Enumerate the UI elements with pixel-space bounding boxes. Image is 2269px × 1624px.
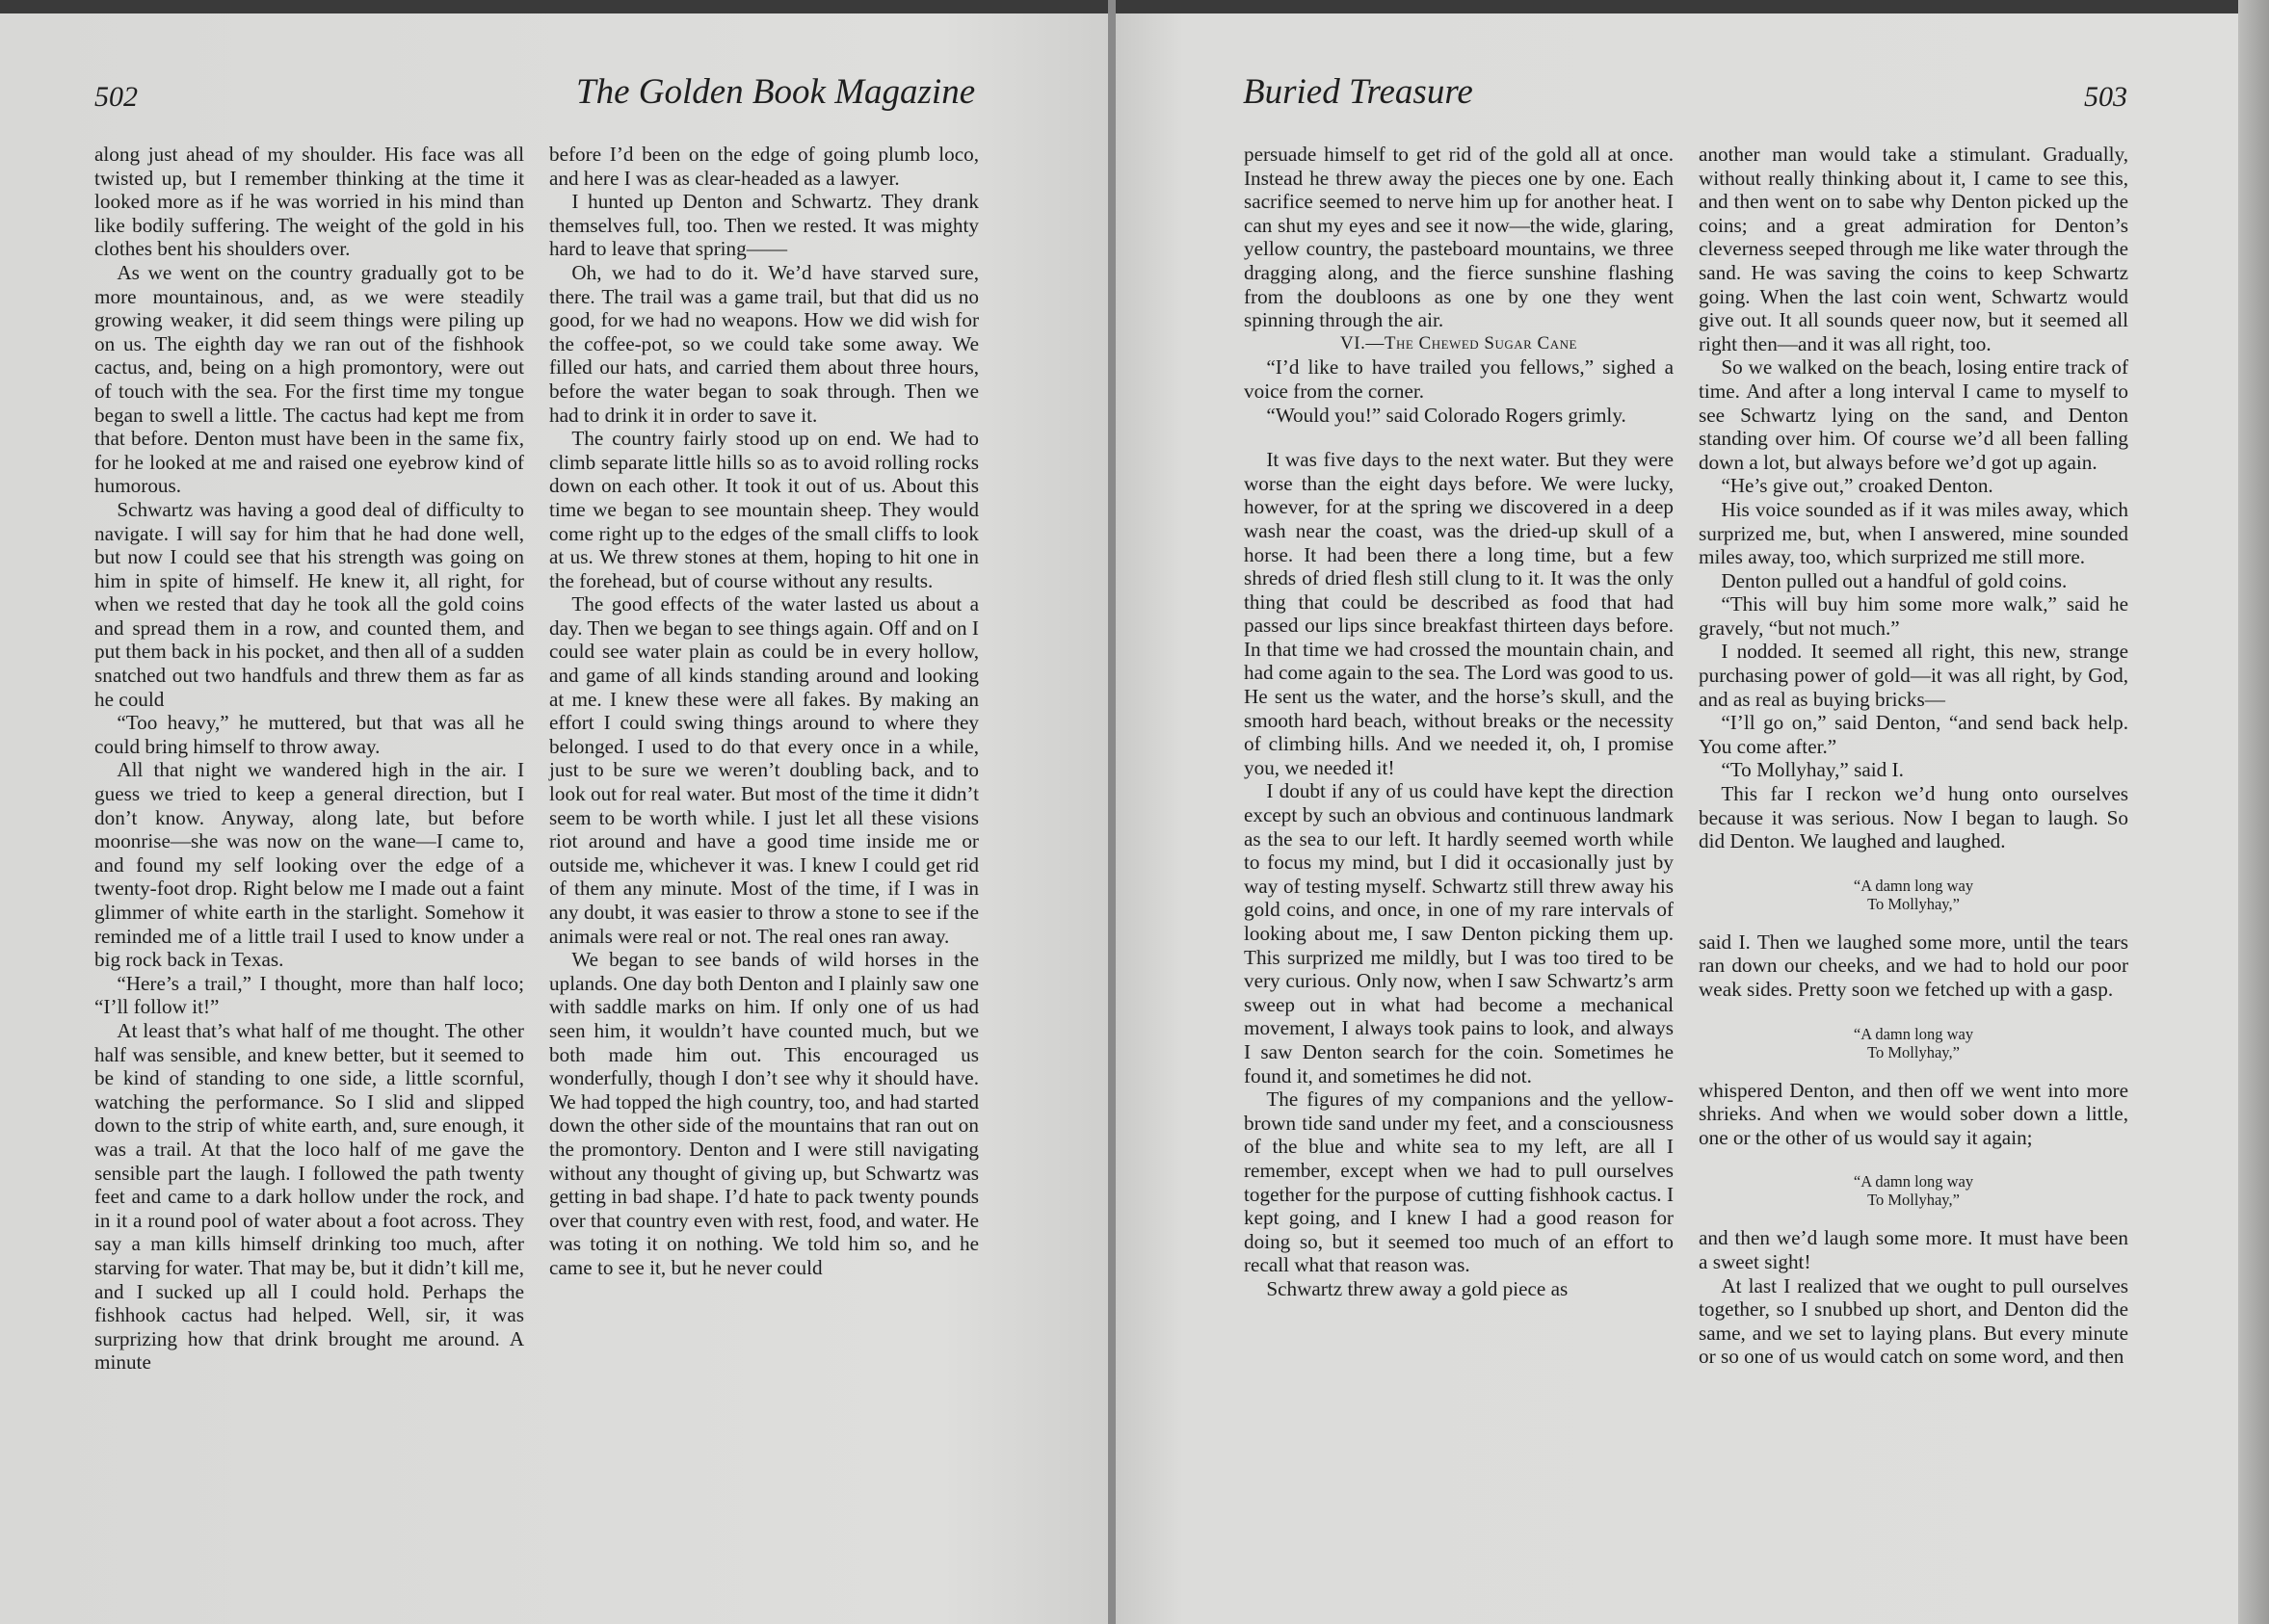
paragraph: persuade himself to get rid of the gold all at once. Instead he threw away the pieces one by one. Each sacrifice seemed to nerve him up for another heat. I can shut my eyes and see it now—the wide, glaring, yellow country, the pasteboard mountains, we three dragging along, and the fierce sunshine flashing from the doubloons as one by one they went spinning through the air. xyxy=(1244,143,1674,332)
page-number: 503 xyxy=(2084,81,2127,113)
paragraph: before I’d been on the edge of going plumb loco, and here I was as clear-headed as a lawyer. xyxy=(549,143,979,190)
paragraph: “He’s give out,” croaked Denton. xyxy=(1721,474,1993,498)
verse-line: “A damn long way xyxy=(1853,1024,1974,1043)
page-number: 502 xyxy=(94,81,138,113)
text-column xyxy=(1244,143,1674,1301)
text-column xyxy=(549,143,979,1280)
section-break xyxy=(1244,427,1674,448)
text-column xyxy=(1699,143,2128,1369)
paragraph: All that night we wandered high in the air. I guess we tried to keep a general direction, but I don’t know. Anyway, along late, but before moonrise—she was now on the wane—I came to, and found my self looking over the edge of a twenty-foot drop. Right below me I made out a faint glimmer of white earth in the starlight. Somehow it reminded me of a little trail I used to know under a big rock back in Texas. xyxy=(94,758,524,972)
paragraph: His voice sounded as if it was miles away, which surprized me, but, when I answered, mine sounded miles away, too, which surprized me still more. xyxy=(1699,497,2128,569)
verse-quote xyxy=(1699,1025,2128,1061)
verse-line: “A damn long way xyxy=(1853,1172,1974,1192)
paragraph: another man would take a stimulant. Gradually, without really thinking about it, I came to see this, and then went on to sabe why Denton picked up the coins; and a great admiration for Denton’s cleverness seeped through me like water through the sand. He was saving the coins to keep Schwartz going. When the last coin went, Schwartz would give out. It all sounds queer now, but it seemed all right then—and it was all right, too. xyxy=(1699,143,2128,355)
paragraph: “Would you!” said Colorado Rogers grimly. xyxy=(1266,403,1626,427)
paragraph: This far I reckon we’d hung onto ourselves because it was serious. Now I began to laugh. So did Denton. We laughed and laughed. xyxy=(1699,782,2128,853)
verse-line: “A damn long way xyxy=(1853,876,1974,895)
paragraph: “I’ll go on,” said Denton, “and send back help. You come after.” xyxy=(1699,711,2128,758)
verse-quote xyxy=(1699,1172,2128,1209)
verse-line: To Mollyhay,” xyxy=(1867,894,1960,913)
paragraph: “This will buy him some more walk,” said he gravely, “but not much.” xyxy=(1699,592,2128,640)
paragraph: “I’d like to have trailed you fellows,” sighed a voice from the corner. xyxy=(1244,355,1674,403)
running-head: The Golden Book Magazine xyxy=(576,72,976,112)
right-page xyxy=(1116,13,2238,1624)
paragraph: whispered Denton, and then off we went into more shrieks. And when we would sober down a little, one or the other of us would say it again; xyxy=(1699,1078,2128,1149)
paragraph: “Here’s a trail,” I thought, more than half loco; “I’ll follow it!” xyxy=(94,971,524,1019)
paragraph: I nodded. It seemed all right, this new, strange purchasing power of gold—it was all right, by God, and as real as buying bricks— xyxy=(1699,640,2128,711)
paragraph: So we walked on the beach, losing entire track of time. And after a long interval I came to myself to see Schwartz lying on the sand, and Denton standing over him. Of course we’d all been falling down a lot, but always before we’d got up again. xyxy=(1699,355,2128,474)
paragraph: along just ahead of my shoulder. His face was all twisted up, but I remember thinking at the time it looked more as if he was worried in his mind than like bodily suffering. The weight of the gold in his clothes bent his shoulders over. xyxy=(94,143,524,261)
paragraph: The country fairly stood up on end. We had to climb separate little hills so as to avoid rolling rocks down on each other. It took it out of us. About this time we began to see mountain sheep. They would come right up to the edges of the small cliffs to look at us. We threw stones at them, hoping to hit one in the forehead, but of course without any results. xyxy=(549,427,979,592)
text-column xyxy=(94,143,524,1375)
section-title: The Chewed Sugar Cane xyxy=(1384,332,1577,354)
paragraph: It was five days to the next water. But they were worse than the eight days before. We were lucky, however, for at the spring we discovered in a deep wash near the coast, was the dried-up skull of a horse. It had been there a long time, but a few shreds of dried flesh still clung to it. It was the only thing that could be described as food that had passed our lips since breakfast thirteen days before. In that time we had crossed the mountain chain, and had come again to the sea. The Lord was good to us. He sent us the water, and the horse’s skull, and the smooth hard beach, without breaks or the necessity of climbing hills. And we needed it, oh, I promise you, we needed it! xyxy=(1244,448,1674,779)
paragraph: I hunted up Denton and Schwartz. They drank themselves full, too. Then we rested. It was mighty hard to leave that spring—— xyxy=(549,190,979,261)
paragraph: “Too heavy,” he muttered, but that was all he could bring himself to throw away. xyxy=(94,711,524,758)
verse-line: To Mollyhay,” xyxy=(1867,1191,1960,1210)
paragraph: I doubt if any of us could have kept the direction except by such an obvious and continuous landmark as the sea to our left. It hardly seemed worth while to focus my mind, but I did it occasionally just by way of testing myself. Schwartz still threw away his gold coins, and once, in one of my rare intervals of looking about me, I saw Denton picking them up. This surprized me mildly, but I was too tired to be very curious. Only now, when I saw Schwartz’s arm sweep out in what had become a mechanical movement, I always took pains to look, and always I saw Denton search for the coin. Sometimes he found it, and sometimes he did not. xyxy=(1244,779,1674,1087)
paragraph: Schwartz threw away a gold piece as xyxy=(1266,1276,1569,1300)
verse-line: To Mollyhay,” xyxy=(1867,1042,1960,1061)
paragraph: Denton pulled out a handful of gold coins. xyxy=(1721,568,2068,592)
page-edge xyxy=(2238,0,2269,1624)
verse-quote xyxy=(1699,877,2128,913)
gutter xyxy=(1108,0,1116,1624)
section-number: VI.— xyxy=(1340,332,1385,354)
paragraph: As we went on the country gradually got to be more mountainous, and, as we were steadily growing weaker, it did seem things were piling up on us. The eighth day we ran out of the fishhook cactus, and, being on a high promontory, were out of touch with the sea. For the first time my tongue began to swell a little. The cactus had kept me from that before. Denton must have been in the same fix, for he looked at me and raised one eyebrow kind of humorous. xyxy=(94,260,524,498)
paragraph: “To Mollyhay,” said I. xyxy=(1721,758,1904,782)
paragraph: said I. Then we laughed some more, until the tears ran down our cheeks, and we had to hold our poor weak sides. Pretty soon we fetched up with a gasp. xyxy=(1699,930,2128,1001)
paragraph: At last I realized that we ought to pull ourselves together, so I snubbed up short, and Denton did the same, and we set to laying plans. But every minute or so one of us would catch on some word, and then xyxy=(1699,1273,2128,1369)
paragraph: At least that’s what half of me thought. The other half was sensible, and knew better, but it seemed to be kind of standing to one side, a little scornful, watching the performance. So I slid and slipped down to the strip of white earth, and, sure enough, it was a trail. At that the loco half of me gave the sensible part the laugh. I followed the path twenty feet and came to a dark hollow under the rock, and in it a round pool of water about a foot across. They say a man kills himself drinking too much, after starving for water. That may be, but it didn’t kill me, and I sucked up all I could hold. Perhaps the fishhook cactus had helped. Well, sir, it was surprizing how that drink brought me around. A minute xyxy=(94,1018,524,1375)
paragraph: We began to see bands of wild horses in the uplands. One day both Denton and I plainly saw one with saddle marks on him. If only one of us had seen him, it wouldn’t have counted much, but we both made him out. This encouraged us wonderfully, though I don’t see why it should have. We had topped the high country, too, and had started down the other side of the mountains that ran out on the promontory. Denton and I were still navigating without any thought of giving up, but Schwartz was getting in bad shape. I’d hate to pack twenty pounds over that country even with rest, food, and water. He was toting it on nothing. We told him so, and he came to see it, but he never could xyxy=(549,948,979,1279)
running-head: Buried Treasure xyxy=(1243,72,1473,112)
paragraph: The figures of my companions and the yellow-brown tide sand under my feet, and a consciousness of the blue and white sea to my left, are all I remember, except when we had to pull ourselves together for the purpose of cutting fishhook cactus. I kept going, and I knew I had a good reason for doing so, but it seemed too much of an effort to recall what that reason was. xyxy=(1244,1087,1674,1277)
left-page xyxy=(0,13,1108,1624)
paragraph: Schwartz was having a good deal of difficulty to navigate. I will say for him that he had done well, but now I could see that his strength was going on him in spite of himself. He knew it, all right, for when we rested that day he took all the gold coins and spread them in a row, and counted them, and put them back in his pocket, and then all of a sudden snatched out two handfuls and threw them as far as he could xyxy=(94,497,525,711)
paragraph: Oh, we had to do it. We’d have starved sure, there. The trail was a game trail, but that did us no good, for we had no weapons. How we did wish for the coffee-pot, so we could take some away. We filled our hats, and carried them about three hours, before the water began to soak through. Then we had to drink it in order to save it. xyxy=(549,260,979,427)
section-heading xyxy=(1244,332,1674,356)
paragraph: The good effects of the water lasted us about a day. Then we began to see things again. Off and on I could see water plain as could be in every hollow, and game of all kinds standing around and looking at me. I knew these were all fakes. By making an effort I could swing things around to where they belonged. I used to do that every once in a while, just to be sure we weren’t doubling back, and to look out for real water. But most of the time it didn’t seem to be worth while. I just let all these visions riot around and have a good time inside me or outside me, whichever it was. I knew I could get rid of them any minute. Most of the time, if I was in any doubt, it was easier to throw a stone to see if the animals were real or not. The real ones ran away. xyxy=(549,592,979,948)
paragraph: and then we’d laugh some more. It must have been a sweet sight! xyxy=(1699,1226,2128,1273)
